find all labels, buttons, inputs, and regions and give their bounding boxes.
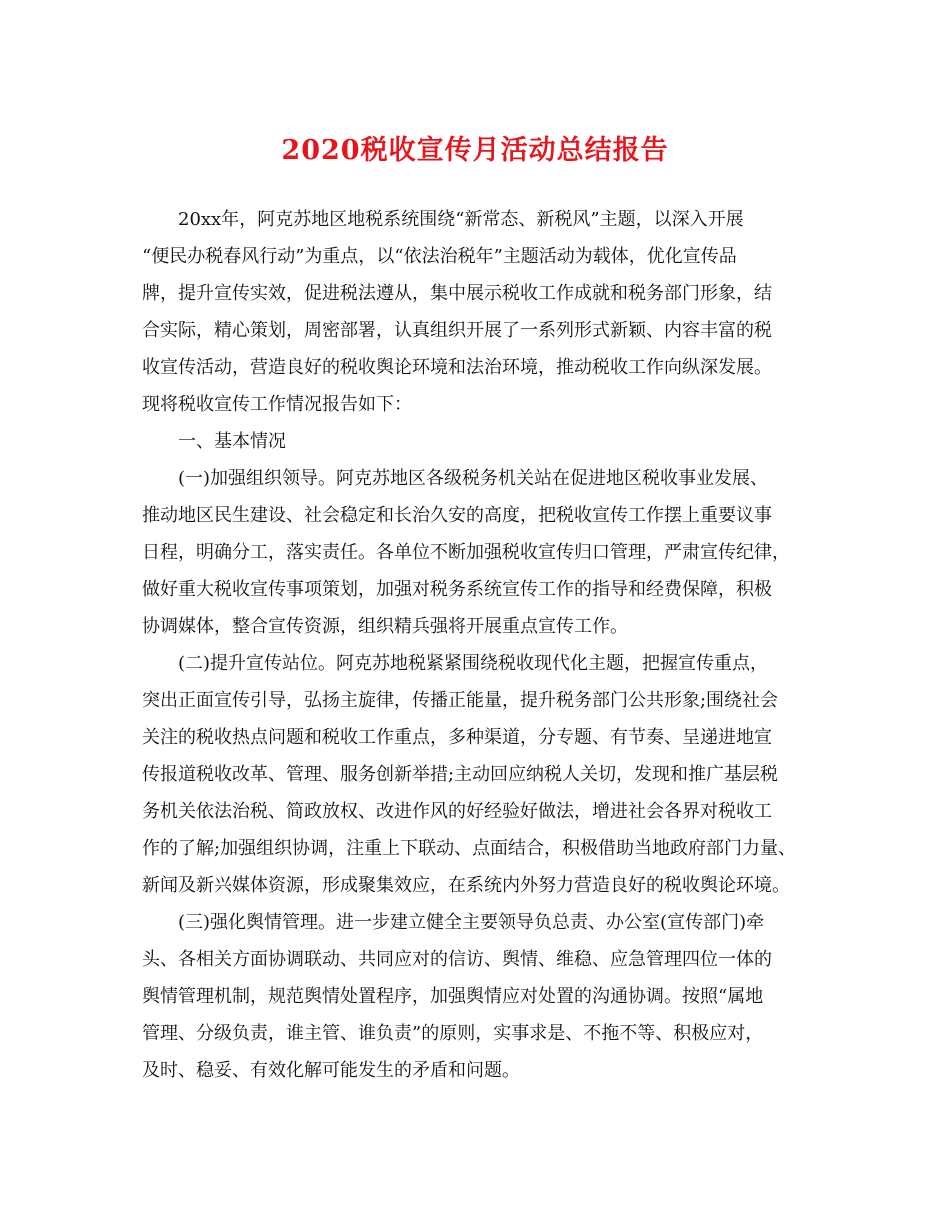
paragraph-line: (三)强化舆情管理。进一步建立健全主要领导负总责、办公室(宣传部门)牵: [178, 912, 765, 933]
paragraph-line: 做好重大税收宣传事项策划，加强对税务系统宣传工作的指导和经费保障，积极: [142, 579, 772, 600]
paragraph-line: 协调媒体，整合宣传资源，组织精兵强将开展重点宣传工作。: [142, 616, 628, 637]
paragraph-line: (一)加强组织领导。阿克苏地区各级税务机关站在促进地区税收事业发展、: [178, 468, 769, 489]
paragraph-line: 务机关依法治税、简政放权、改进作风的好经验好做法，增进社会各界对税收工: [142, 801, 772, 822]
paragraph-line: 作的了解;加强组织协调，注重上下联动、点面结合，积极借助当地政府部门力量、: [142, 838, 797, 859]
paragraph-line: 关注的税收热点问题和税收工作重点，多种渠道，分专题、有节奏、呈递进地宣: [142, 727, 772, 748]
paragraph-line: 舆情管理机制，规范舆情处置程序，加强舆情应对处置的沟通协调。按照“属地: [142, 986, 764, 1007]
paragraph-line: 新闻及新兴媒体资源，形成聚集效应，在系统内外努力营造良好的税收舆论环境。: [142, 875, 790, 896]
paragraph-line: 传报道税收改革、管理、服务创新举措;主动回应纳税人关切，发现和推广基层税: [142, 764, 779, 785]
paragraph-line: 管理、分级负责，谁主管、谁负责”的原则，实事求是、不拖不等、积极应对，: [142, 1023, 764, 1044]
paragraph-line: 现将税收宣传工作情况报告如下：: [142, 394, 412, 415]
paragraph-line: 推动地区民生建设、社会稳定和长治久安的高度，把税收宣传工作摆上重要议事: [142, 505, 772, 526]
paragraph-line: “便民办税春风行动”为重点，以“依法治税年”主题活动为载体，优化宣传品: [142, 246, 737, 267]
paragraph-line: 20xx年，阿克苏地区地税系统围绕“新常态、新税风”主题，以深入开展: [178, 209, 744, 230]
paragraph-line: 合实际，精心策划，周密部署，认真组织开展了一系列形式新颖、内容丰富的税: [142, 320, 772, 341]
paragraph-line: 牌，提升宣传实效，促进税法遵从，集中展示税收工作成就和税务部门形象，结: [142, 283, 772, 304]
paragraph-line: 突出正面宣传引导，弘扬主旋律，传播正能量，提升税务部门公共形象;围绕社会: [142, 690, 779, 711]
paragraph-line: 头、各相关方面协调联动、共同应对的信访、舆情、维稳、应急管理四位一体的: [142, 949, 772, 970]
paragraph-line: 日程，明确分工，落实责任。各单位不断加强税收宣传归口管理，严肃宣传纪律，: [142, 542, 790, 563]
document-title: 2020税收宣传月活动总结报告: [281, 135, 669, 166]
section-heading: 一、基本情况: [178, 431, 286, 452]
paragraph-line: 收宣传活动，营造良好的税收舆论环境和法治环境，推动税收工作向纵深发展。: [142, 357, 772, 378]
paragraph-line: (二)提升宣传站位。阿克苏地税紧紧围绕税收现代化主题，把握宣传重点，: [178, 653, 769, 674]
paragraph-line: 及时、稳妥、有效化解可能发生的矛盾和问题。: [142, 1060, 520, 1081]
